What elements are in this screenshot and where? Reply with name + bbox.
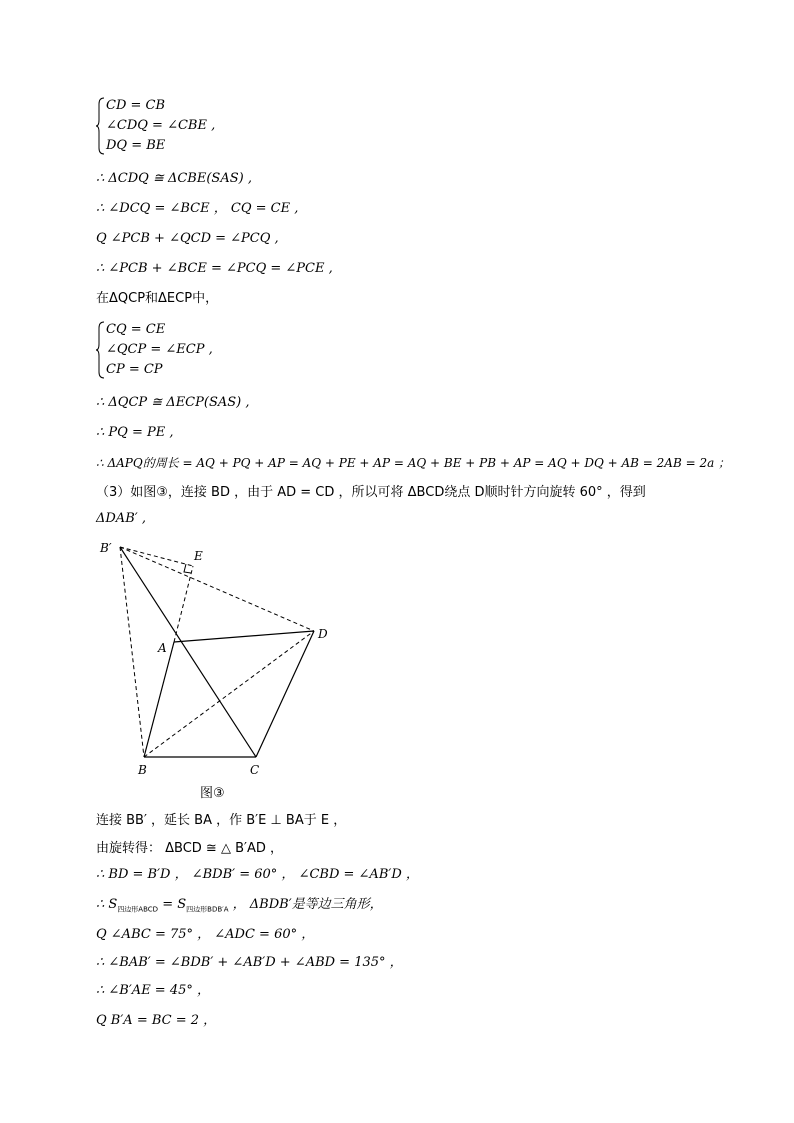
proof-line-10: ΔDAB′ ,: [96, 511, 146, 526]
equation-system-1: [96, 96, 296, 156]
point-label-Bp: B′: [100, 541, 112, 555]
proof-line-3: Q ∠PCB + ∠QCD = ∠PCQ ,: [96, 231, 279, 246]
segment-BpC: [120, 547, 256, 757]
equation-system-2: [96, 320, 296, 380]
proof-line-14: [96, 896, 383, 919]
point-label-A: A: [158, 641, 167, 655]
segment-AD: [174, 631, 314, 642]
equilateral-text: ， ΔBDB′是等边三角形，: [228, 897, 383, 912]
area-symbol: ∴ S: [96, 897, 118, 912]
point-label-D: D: [318, 627, 328, 641]
equals-area: = S: [158, 897, 187, 912]
left-brace-icon: [96, 320, 106, 380]
segment-BpD: [120, 547, 314, 631]
system2-row-3: CP = CP: [106, 362, 163, 377]
proof-line-12: 由旋转得： ΔBCD ≅ △ B′AD ，: [96, 841, 283, 856]
segment-CD: [256, 631, 314, 757]
proof-line-17: ∴ ∠B′AE = 45° ，: [96, 983, 211, 998]
proof-line-18: Q B′A = BC = 2 ，: [96, 1013, 217, 1028]
point-label-E: E: [194, 549, 203, 563]
proof-line-11: 连接 BB′ ，延长 BA ，作 B′E ⊥ BA于 E ，: [96, 813, 347, 828]
proof-line-7: ∴ PQ = PE ,: [96, 425, 174, 440]
proof-line-6: ∴ ΔQCP ≅ ΔECP(SAS) ,: [96, 395, 250, 410]
proof-line-5: 在ΔQCP和ΔECP中，: [96, 291, 219, 306]
system2-row-1: CQ = CE: [106, 322, 166, 337]
system1-row-2: ∠CDQ = ∠CBE ,: [106, 118, 216, 133]
area-subscript-1: 四边形ABCD: [117, 905, 159, 914]
point-label-B: B: [138, 763, 147, 777]
proof-line-15: Q ∠ABC = 75° ， ∠ADC = 60° ，: [96, 927, 315, 942]
proof-line-8: ∴ ΔAPQ的周长 = AQ + PQ + AP = AQ + PE + AP = AQ + BE + PB + AP = AQ + DQ + AB = 2AB = 2a ；: [96, 456, 731, 470]
proof-line-16: ∴ ∠BAB′ = ∠BDB′ + ∠AB′D + ∠ABD = 135° ，: [96, 955, 403, 970]
area-subscript-2: 四边形BDB′A: [186, 905, 229, 914]
segment-BD: [144, 631, 314, 757]
system1-row-1: CD = CB: [106, 98, 166, 113]
proof-line-9: （3）如图③，连接 BD ，由于 AD = CD ，所以可将 ΔBCD绕点 D顺时针方向旋转 60° ，得到: [96, 485, 646, 500]
geometry-figure: [96, 540, 356, 780]
system2-row-2: ∠QCP = ∠ECP ,: [106, 342, 213, 357]
proof-line-13: ∴ BD = B′D ， ∠BDB′ = 60° ， ∠CBD = ∠AB′D ，: [96, 867, 419, 882]
segment-AE: [174, 566, 193, 642]
segment-AB: [144, 642, 174, 757]
system1-row-3: DQ = BE: [106, 138, 166, 153]
proof-line-2: ∴ ∠DCQ = ∠BCE ， CQ = CE ,: [96, 201, 299, 216]
proof-line-4: ∴ ∠PCB + ∠BCE = ∠PCQ = ∠PCE ,: [96, 261, 333, 276]
left-brace-icon: [96, 96, 106, 156]
figure-caption: 图③: [200, 786, 225, 801]
proof-line-1: ∴ ΔCDQ ≅ ΔCBE(SAS) ,: [96, 171, 252, 186]
point-label-C: C: [250, 763, 260, 777]
